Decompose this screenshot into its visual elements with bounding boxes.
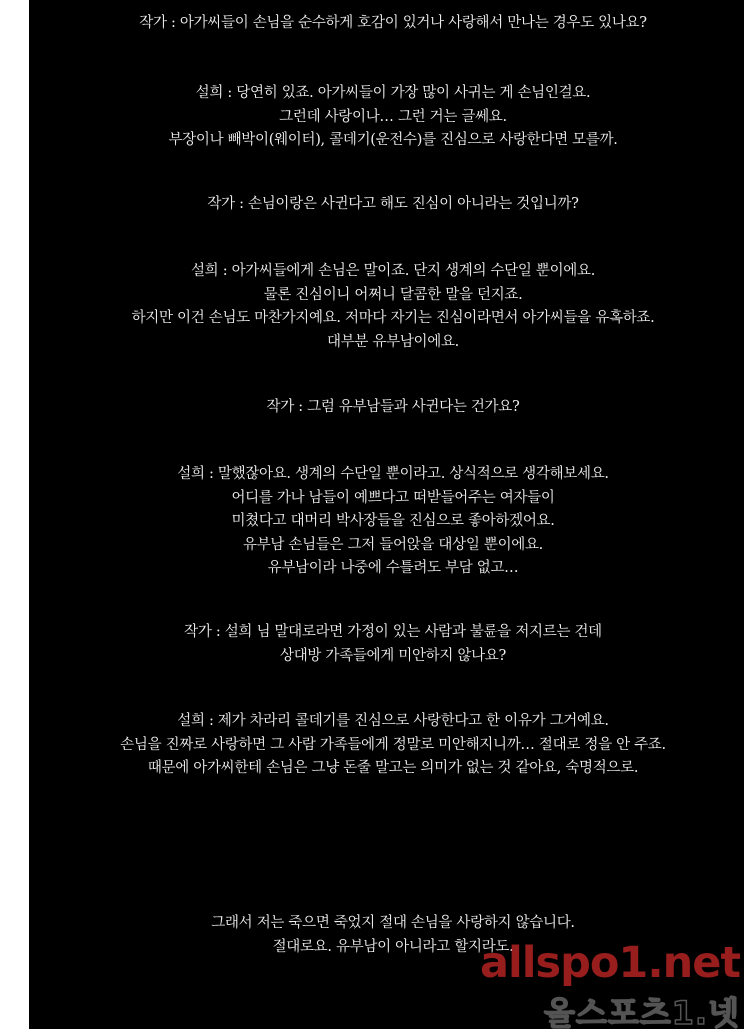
dialogue-block-3	[29, 193, 744, 217]
dialogue-line: 대부분 유부남이에요.	[327, 333, 459, 350]
dialogue-line: 부장이나 빼박이(웨이터), 콜데기(운전수)를 진심으로 사랑한다면 모를까.	[168, 132, 618, 148]
dialogue-block-9	[29, 912, 744, 959]
dialogue-block-5	[29, 396, 744, 420]
dialogue-line: 하지만 이건 손님도 마찬가지예요. 저마다 자기는 진심이라면서 아가씨들을 유혹하죠.	[131, 310, 655, 326]
dialogue-line: 작가 : 손님이랑은 사귄다고 해도 진심이 아니라는 것입니까?	[207, 196, 579, 212]
dialogue-line: 설희 : 제가 차라리 콜데기를 진심으로 사랑한다고 한 이유가 그거예요.	[177, 713, 609, 729]
dialogue-line: 그래서 저는 죽으면 죽었지 절대 손님을 사랑하지 않습니다.	[211, 915, 575, 931]
dialogue-line: 작가 : 그럼 유부남들과 사귄다는 건가요?	[266, 399, 520, 415]
dialogue-line: 손님을 진짜로 사랑하면 그 사람 가족들에게 정말로 미안해지니까… 절대로 정을 안 주죠.	[120, 736, 666, 753]
dialogue-block-6	[29, 463, 744, 581]
dialogue-line: 미쳤다고 대머리 박사장들을 진심으로 좋아하겠어요.	[231, 513, 555, 529]
dialogue-line: 설희 : 말했잖아요. 생계의 수단일 뿐이라고. 상식적으로 생각해보세요.	[177, 466, 609, 482]
comic-panel	[29, 0, 744, 1029]
dialogue-line: 설희 : 당연히 있죠. 아가씨들이 가장 많이 사귀는 게 손님인걸요.	[195, 85, 591, 101]
dialogue-block-7	[29, 621, 744, 668]
dialogue-block-1	[29, 12, 744, 36]
dialogue-block-4	[29, 260, 744, 354]
dialogue-block-2	[29, 82, 744, 153]
dialogue-line: 물론 진심이니 어쩌니 달콤한 말을 던지죠.	[263, 286, 523, 303]
dialogue-block-8	[29, 710, 744, 781]
dialogue-line: 절대로요. 유부남이 아니라고 할지라도.	[272, 938, 514, 955]
dialogue-line: 유부남 손님들은 그저 들어앉을 대상일 뿐이에요.	[243, 536, 543, 553]
dialogue-line: 작가 : 아가씨들이 손님을 순수하게 호감이 있거나 사랑해서 만나는 경우도 있나요?	[139, 15, 647, 31]
dialogue-line: 그런데 사랑이나… 그런 거는 글쎄요.	[279, 108, 507, 125]
dialogue-line: 때문에 아가씨한테 손님은 그냥 돈줄 말고는 의미가 없는 것 같아요, 숙명적으로.	[147, 760, 639, 776]
watermark-domain: allspo1.net	[480, 938, 740, 988]
dialogue-line: 상대방 가족들에게 미안하지 않나요?	[279, 647, 506, 664]
dialogue-line: 작가 : 설희 님 말대로라면 가정이 있는 사람과 불륜을 저지르는 건데	[184, 624, 602, 640]
dialogue-line: 어디를 가나 남들이 예쁘다고 떠받들어주는 여자들이	[231, 489, 555, 506]
dialogue-line: 유부남이라 나중에 수틀려도 부담 없고…	[267, 560, 519, 576]
dialogue-line: 설희 : 아가씨들에게 손님은 말이죠. 단지 생계의 수단일 뿐이에요.	[190, 263, 596, 279]
